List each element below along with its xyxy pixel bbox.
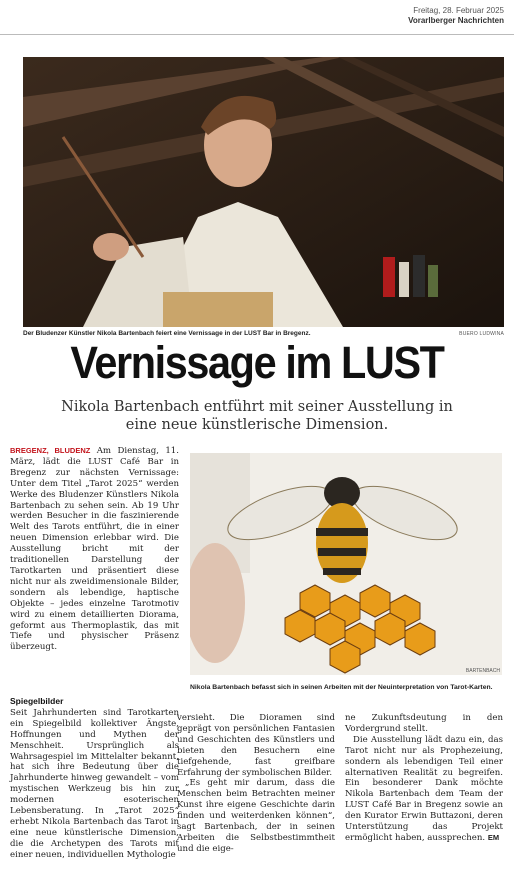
quote-paragraph: „Es geht mir darum, dass die Menschen beim Betrachten meiner Kunst ihre eigene Geschichte darin finden und weiterdenken können“, sagt Bartenbach, der in seinen Arbeiten die Selbstbestimmtheit und die eige- [177, 778, 335, 854]
artist-photo-credit: BUERO LUDWINA [459, 331, 504, 337]
article-column-3 [345, 713, 503, 844]
artist-photo [23, 57, 504, 327]
intro-paragraph: Am Dienstag, 11. März, lädt die LUST Café Bar in Bregenz zur nächsten Vernissage: Unter dem Titel „Tarot 2025“ werden Werke des Bludenzer Künstlers Nikola Bartenbach zu sehen sein. Ab 19 Uhr werden Besucher in die faszinierende Welt des Tarots entführt, die in einer neuen Dimension erlebbar wird. Die Ausstellung bricht mit der traditionellen Darstellung der Tarotkarten und präsentiert diese nicht nur als zweidimensionale Bilder, sondern als lebendige, haptische Objekte – jedes einzelne Tarotmotiv wird zu einem detaillierten Diorama, geformt aus Thermoplastik, das mit Tiefe und physischer Präsenz überzeugt. [10, 446, 179, 653]
artwork-photo [190, 453, 502, 675]
paragraph: Seit Jahrhunderten sind Tarotkarten ein Spiegelbild kollektiver Ängste, Hoffnungen und Mythen der Menschheit. Ursprünglich als Wahrsagespiel im Mittelalter bekannt, hat sich ihre Bedeutung über die Jahrhunderte hinweg gewandelt – vom mystischen Werkzeug bis hin zur modernen esoterischen Lebensberatung. In „Tarot 2025“ erhebt Nikola Bartenbach das Tarot in eine neue künstlerische Dimension, die die Archetypen des Tarots mit einer neuen, individuellen Mythologie [10, 707, 179, 860]
article-column-2 [177, 713, 335, 855]
article-headline: Vernissage im LUST [70, 337, 444, 388]
artist-photo-image [23, 57, 504, 327]
article-column-1 [10, 446, 179, 653]
article-column-1-lower [10, 690, 179, 861]
author-signature: EM [487, 832, 500, 842]
newspaper-name: Vorarlberger Nachrichten [408, 16, 504, 25]
closing-paragraph: Die Ausstellung lädt dazu ein, das Tarot nicht nur als Prophezeiung, sondern als lebendigen Teil einer alternativen Realität zu begreifen. Ein besonderer Dank möchte Nikola Bartenbach dem Team der LUST Café Bar in Bregenz sowie an den Kurator Erwin Buttazoni, deren Unterstützung das Projekt ermöglicht haben, aussprechen. [345, 734, 503, 843]
page-header [408, 6, 504, 26]
dateline-location: BREGENZ, BLUDENZ [10, 446, 91, 455]
paragraph: versieht. Die Dioramen sind geprägt von persönlichen Fantasien und Geschichten des Künstlers und bieten den Besuchern eine tiefgehende, fast greifbare Erfahrung der symbolischen Bilder. [177, 713, 335, 778]
bee-artwork-image [190, 453, 502, 675]
header-rule [0, 34, 514, 35]
article-subtitle: Nikola Bartenbach entführt mit seiner Ausstellung in eine neue künstlerische Dimension. [61, 399, 453, 433]
artwork-photo-caption: Nikola Bartenbach befasst sich in seinen Arbeiten mit der Neuinterpretation von Tarot-Karten. [190, 684, 493, 691]
section-subhead: Spiegelbilder [10, 696, 64, 706]
paragraph: ne Zukunftsdeutung in den Vordergrund stellt. [345, 713, 503, 734]
artist-photo-caption: Der Bludenzer Künstler Nikola Bartenbach feiert eine Vernissage in der LUST Bar in Bregenz. [23, 330, 311, 337]
artwork-photo-credit: BARTENBACH [465, 668, 500, 674]
issue-date: Freitag, 28. Februar 2025 [413, 6, 504, 15]
